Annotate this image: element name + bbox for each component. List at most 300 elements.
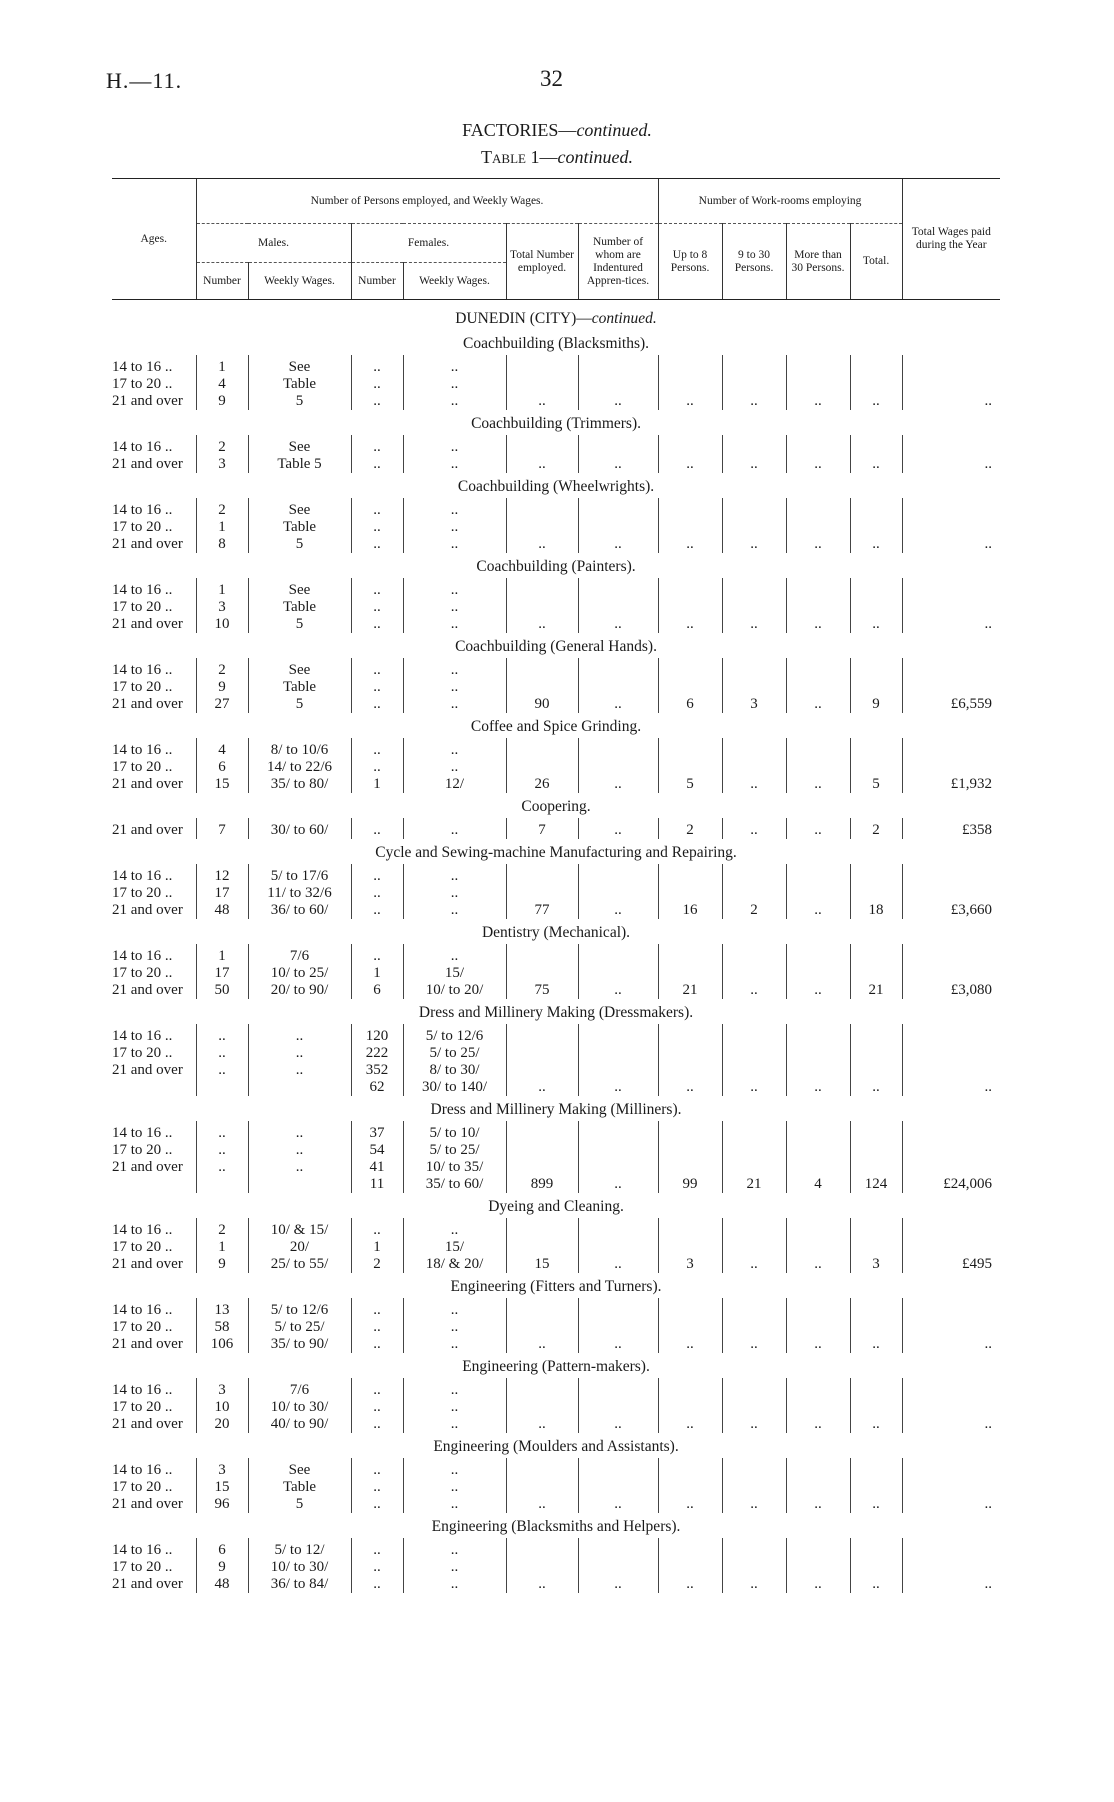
total-cell (850, 355, 902, 376)
females-number-cell: 11 (351, 1176, 403, 1193)
males-number-cell: 10 (196, 616, 248, 633)
total-employed-cell (506, 1121, 578, 1142)
females-wages-cell: .. (403, 393, 506, 410)
total-employed-cell: .. (506, 1416, 578, 1433)
total-wages-cell: .. (902, 456, 1000, 473)
indentured-cell: .. (578, 616, 658, 633)
up-to-8-cell: .. (658, 456, 722, 473)
females-number-cell: .. (351, 355, 403, 376)
more-than-30-cell: .. (786, 1416, 850, 1433)
males-wages-cell: 10/ & 15/ (248, 1218, 351, 1239)
total-cell: .. (850, 1079, 902, 1096)
total-wages-cell: £358 (902, 818, 1000, 839)
females-wages-cell: 5/ to 25/ (403, 1142, 506, 1159)
females-wages-cell: .. (403, 1336, 506, 1353)
report-code: H.—11. (106, 68, 183, 93)
more-than-30-cell (786, 944, 850, 965)
col-total-employed: Total Number employed. (506, 224, 578, 300)
section-title: Coopering. (521, 798, 591, 815)
total-wages-cell (902, 885, 1000, 902)
section-heading (112, 919, 1000, 944)
more-than-30-cell: .. (786, 1079, 850, 1096)
col-ages: Ages. (112, 179, 196, 300)
more-than-30-cell (786, 1559, 850, 1576)
nine-to-30-cell: .. (722, 456, 786, 473)
total-cell (850, 759, 902, 776)
total-cell (850, 1559, 902, 1576)
section-title: Cycle and Sewing-machine Manufacturing and Repairing. (375, 844, 737, 861)
up-to-8-cell (658, 965, 722, 982)
total-cell (850, 1479, 902, 1496)
total-wages-cell (902, 355, 1000, 376)
nine-to-30-cell (722, 1045, 786, 1062)
col-females-wages: Weekly Wages. (403, 263, 506, 300)
females-wages-cell: .. (403, 1378, 506, 1399)
males-number-cell: 9 (196, 679, 248, 696)
males-wages-cell: 5/ to 12/6 (248, 1298, 351, 1319)
total-wages-cell (902, 1538, 1000, 1559)
up-to-8-cell (658, 1559, 722, 1576)
males-number-cell: 2 (196, 1218, 248, 1239)
up-to-8-cell: .. (658, 1079, 722, 1096)
section-title: Dentistry (Mechanical). (481, 924, 631, 941)
total-cell: .. (850, 393, 902, 410)
males-number-cell: 20 (196, 1416, 248, 1433)
females-wages-cell: .. (403, 864, 506, 885)
col-males-wages: Weekly Wages. (248, 263, 351, 300)
table-row (112, 864, 1000, 885)
nine-to-30-cell (722, 1024, 786, 1045)
males-wages-cell: See (248, 1458, 351, 1479)
indentured-cell (578, 1045, 658, 1062)
total-wages-cell (902, 1121, 1000, 1142)
up-to-8-cell (658, 1458, 722, 1479)
table-row (112, 1045, 1000, 1062)
total-employed-cell: 75 (506, 982, 578, 999)
males-number-cell: 4 (196, 376, 248, 393)
males-number-cell: 2 (196, 658, 248, 679)
males-wages-cell: Table 5 (248, 456, 351, 473)
total-wages-cell (902, 519, 1000, 536)
table-row (112, 1062, 1000, 1079)
more-than-30-cell: .. (786, 393, 850, 410)
total-wages-cell (902, 1319, 1000, 1336)
up-to-8-cell: 21 (658, 982, 722, 999)
more-than-30-cell (786, 519, 850, 536)
total-wages-cell: £3,080 (902, 982, 1000, 999)
males-wages-cell: 5/ to 17/6 (248, 864, 351, 885)
title-main-italic: continued. (576, 120, 652, 140)
total-employed-cell (506, 1559, 578, 1576)
nine-to-30-cell (722, 355, 786, 376)
males-number-cell: 1 (196, 944, 248, 965)
males-number-cell: 96 (196, 1496, 248, 1513)
table-row (112, 885, 1000, 902)
more-than-30-cell: .. (786, 696, 850, 713)
indentured-cell (578, 599, 658, 616)
up-to-8-cell (658, 1142, 722, 1159)
col-total-wages: Total Wages paid during the Year (902, 179, 1000, 300)
section-heading (112, 1096, 1000, 1121)
up-to-8-cell (658, 435, 722, 456)
males-number-cell: 3 (196, 1378, 248, 1399)
region-heading (112, 300, 1000, 331)
up-to-8-cell: .. (658, 536, 722, 553)
females-number-cell: 222 (351, 1045, 403, 1062)
page-number: 32 (540, 66, 563, 91)
indentured-cell (578, 578, 658, 599)
age-cell: 14 to 16 .. (112, 742, 173, 758)
females-number-cell: .. (351, 1399, 403, 1416)
total-cell (850, 864, 902, 885)
females-number-cell: .. (351, 578, 403, 599)
total-employed-cell: .. (506, 1496, 578, 1513)
indentured-cell (578, 519, 658, 536)
females-number-cell: 62 (351, 1079, 403, 1096)
nine-to-30-cell: .. (722, 818, 786, 839)
females-wages-cell: .. (403, 1496, 506, 1513)
table-row (112, 393, 1000, 410)
up-to-8-cell (658, 1218, 722, 1239)
total-wages-cell (902, 738, 1000, 759)
total-employed-cell (506, 435, 578, 456)
total-cell (850, 679, 902, 696)
total-employed-cell (506, 944, 578, 965)
indentured-cell: .. (578, 1256, 658, 1273)
nine-to-30-cell (722, 1298, 786, 1319)
nine-to-30-cell (722, 376, 786, 393)
total-cell (850, 1538, 902, 1559)
nine-to-30-cell (722, 1538, 786, 1559)
total-employed-cell (506, 864, 578, 885)
males-wages-cell: 35/ to 90/ (248, 1336, 351, 1353)
indentured-cell (578, 355, 658, 376)
females-wages-cell: .. (403, 616, 506, 633)
total-cell (850, 885, 902, 902)
age-cell: 14 to 16 .. (112, 1028, 173, 1044)
females-number-cell: 1 (351, 776, 403, 793)
total-wages-cell (902, 944, 1000, 965)
table-row (112, 1336, 1000, 1353)
table-row (112, 1559, 1000, 1576)
total-employed-cell: .. (506, 616, 578, 633)
title-main: FACTORIES— (462, 120, 577, 140)
section-title: Engineering (Pattern-makers). (462, 1358, 650, 1375)
nine-to-30-cell (722, 1159, 786, 1176)
females-wages-cell: .. (403, 578, 506, 599)
total-employed-cell (506, 519, 578, 536)
males-wages-cell (248, 1176, 351, 1193)
table-row (112, 1239, 1000, 1256)
total-wages-cell: .. (902, 1079, 1000, 1096)
males-number-cell: 17 (196, 885, 248, 902)
table-row (112, 1458, 1000, 1479)
total-cell (850, 376, 902, 393)
age-cell: 17 to 20 .. (112, 1399, 173, 1415)
more-than-30-cell (786, 376, 850, 393)
nine-to-30-cell (722, 738, 786, 759)
nine-to-30-cell (722, 498, 786, 519)
total-cell: .. (850, 456, 902, 473)
nine-to-30-cell (722, 519, 786, 536)
total-cell (850, 1378, 902, 1399)
nine-to-30-cell (722, 1062, 786, 1079)
nine-to-30-cell: 21 (722, 1176, 786, 1193)
age-cell: 21 and over (112, 1336, 183, 1352)
indentured-cell: .. (578, 393, 658, 410)
more-than-30-cell (786, 1142, 850, 1159)
nine-to-30-cell: .. (722, 982, 786, 999)
up-to-8-cell: .. (658, 1416, 722, 1433)
table-row (112, 982, 1000, 999)
total-wages-cell (902, 759, 1000, 776)
age-cell: 17 to 20 .. (112, 1319, 173, 1335)
nine-to-30-cell: .. (722, 776, 786, 793)
up-to-8-cell (658, 519, 722, 536)
nine-to-30-cell (722, 1239, 786, 1256)
col-persons-group: Number of Persons employed, and Weekly Wages. (196, 179, 658, 224)
total-employed-cell: 90 (506, 696, 578, 713)
age-cell: 17 to 20 .. (112, 1142, 173, 1158)
table-title (0, 147, 1114, 168)
females-number-cell: 54 (351, 1142, 403, 1159)
total-wages-cell: £3,660 (902, 902, 1000, 919)
males-number-cell: 3 (196, 456, 248, 473)
total-wages-cell (902, 1045, 1000, 1062)
males-wages-cell: .. (248, 1024, 351, 1045)
table-row (112, 1576, 1000, 1593)
females-number-cell: .. (351, 1559, 403, 1576)
males-number-cell: .. (196, 1159, 248, 1176)
females-wages-cell: .. (403, 599, 506, 616)
total-employed-cell (506, 885, 578, 902)
total-employed-cell: .. (506, 393, 578, 410)
total-employed-cell (506, 1218, 578, 1239)
males-number-cell: 10 (196, 1399, 248, 1416)
females-number-cell: .. (351, 902, 403, 919)
more-than-30-cell (786, 1218, 850, 1239)
table-row (112, 536, 1000, 553)
females-wages-cell: .. (403, 376, 506, 393)
total-cell (850, 1399, 902, 1416)
females-wages-cell: .. (403, 435, 506, 456)
up-to-8-cell: .. (658, 1336, 722, 1353)
indentured-cell (578, 885, 658, 902)
table-row (112, 696, 1000, 713)
total-cell: .. (850, 1416, 902, 1433)
females-number-cell: .. (351, 696, 403, 713)
more-than-30-cell (786, 1159, 850, 1176)
nine-to-30-cell (722, 1319, 786, 1336)
indentured-cell (578, 1218, 658, 1239)
females-number-cell: .. (351, 738, 403, 759)
nine-to-30-cell: 2 (722, 902, 786, 919)
females-wages-cell: 8/ to 30/ (403, 1062, 506, 1079)
males-wages-cell: .. (248, 1062, 351, 1079)
females-wages-cell: .. (403, 519, 506, 536)
total-wages-cell (902, 1559, 1000, 1576)
more-than-30-cell: .. (786, 982, 850, 999)
indentured-cell (578, 965, 658, 982)
indentured-cell (578, 738, 658, 759)
indentured-cell (578, 1559, 658, 1576)
indentured-cell: .. (578, 1576, 658, 1593)
total-employed-cell: 15 (506, 1256, 578, 1273)
females-wages-cell: .. (403, 1559, 506, 1576)
total-cell (850, 965, 902, 982)
col-females: Females. (351, 224, 506, 263)
more-than-30-cell: .. (786, 616, 850, 633)
females-wages-cell: 5/ to 25/ (403, 1045, 506, 1062)
nine-to-30-cell: .. (722, 616, 786, 633)
total-cell (850, 1319, 902, 1336)
total-wages-cell (902, 1142, 1000, 1159)
up-to-8-cell (658, 658, 722, 679)
more-than-30-cell (786, 1121, 850, 1142)
total-employed-cell (506, 1298, 578, 1319)
females-wages-cell: .. (403, 1416, 506, 1433)
females-number-cell: 41 (351, 1159, 403, 1176)
total-employed-cell (506, 578, 578, 599)
more-than-30-cell: .. (786, 902, 850, 919)
total-wages-cell (902, 599, 1000, 616)
age-cell: 14 to 16 .. (112, 948, 173, 964)
age-cell: 14 to 16 .. (112, 582, 173, 598)
age-cell: 14 to 16 .. (112, 502, 173, 518)
age-cell: 21 and over (112, 1256, 183, 1272)
table-row (112, 1256, 1000, 1273)
total-employed-cell (506, 1159, 578, 1176)
table-row (112, 599, 1000, 616)
more-than-30-cell (786, 1479, 850, 1496)
up-to-8-cell: 99 (658, 1176, 722, 1193)
females-wages-cell: .. (403, 1479, 506, 1496)
males-number-cell: .. (196, 1121, 248, 1142)
males-number-cell: 1 (196, 578, 248, 599)
total-cell: 5 (850, 776, 902, 793)
up-to-8-cell: .. (658, 1576, 722, 1593)
indentured-cell: .. (578, 1079, 658, 1096)
nine-to-30-cell: .. (722, 536, 786, 553)
nine-to-30-cell (722, 1479, 786, 1496)
males-wages-cell: 11/ to 32/6 (248, 885, 351, 902)
males-wages-cell: 10/ to 25/ (248, 965, 351, 982)
table-row (112, 1378, 1000, 1399)
females-wages-cell: .. (403, 536, 506, 553)
females-wages-cell: 30/ to 140/ (403, 1079, 506, 1096)
total-wages-cell: £24,006 (902, 1176, 1000, 1193)
section-title: Coachbuilding (Blacksmiths). (463, 335, 650, 352)
indentured-cell (578, 376, 658, 393)
total-employed-cell: 77 (506, 902, 578, 919)
total-wages-cell (902, 1024, 1000, 1045)
total-cell: .. (850, 1576, 902, 1593)
nine-to-30-cell (722, 1559, 786, 1576)
males-wages-cell: 20/ (248, 1239, 351, 1256)
nine-to-30-cell (722, 1399, 786, 1416)
females-number-cell: .. (351, 1336, 403, 1353)
males-number-cell: .. (196, 1024, 248, 1045)
table-row (112, 1538, 1000, 1559)
males-wages-cell: 5/ to 12/ (248, 1538, 351, 1559)
females-number-cell: .. (351, 519, 403, 536)
total-employed-cell (506, 1142, 578, 1159)
page-title (0, 120, 1114, 141)
total-wages-cell: .. (902, 393, 1000, 410)
males-number-cell: 7 (196, 818, 248, 839)
table-row (112, 1159, 1000, 1176)
age-cell: 17 to 20 .. (112, 599, 173, 615)
males-number-cell: 8 (196, 536, 248, 553)
more-than-30-cell (786, 885, 850, 902)
total-wages-cell (902, 498, 1000, 519)
age-cell: 21 and over (112, 1159, 183, 1175)
females-number-cell: .. (351, 864, 403, 885)
females-wages-cell: 35/ to 60/ (403, 1176, 506, 1193)
males-wages-cell: 5 (248, 1496, 351, 1513)
females-wages-cell: .. (403, 1298, 506, 1319)
section-title: Coachbuilding (Trimmers). (471, 415, 641, 432)
total-cell (850, 519, 902, 536)
males-number-cell: 17 (196, 965, 248, 982)
total-cell: 124 (850, 1176, 902, 1193)
total-employed-cell (506, 376, 578, 393)
total-wages-cell: .. (902, 1416, 1000, 1433)
total-employed-cell (506, 1024, 578, 1045)
total-cell (850, 1298, 902, 1319)
total-employed-cell: 899 (506, 1176, 578, 1193)
age-cell: 17 to 20 .. (112, 376, 173, 392)
males-number-cell: .. (196, 1142, 248, 1159)
more-than-30-cell: .. (786, 818, 850, 839)
section-heading (112, 1353, 1000, 1378)
total-employed-cell (506, 1062, 578, 1079)
total-cell (850, 578, 902, 599)
table-row (112, 658, 1000, 679)
males-wages-cell: 30/ to 60/ (248, 818, 351, 839)
table-row (112, 435, 1000, 456)
total-cell (850, 599, 902, 616)
total-wages-cell (902, 658, 1000, 679)
section-heading (112, 473, 1000, 498)
age-cell: 21 and over (112, 456, 183, 472)
table-body (112, 300, 1000, 1594)
up-to-8-cell (658, 1062, 722, 1079)
total-wages-cell (902, 1159, 1000, 1176)
total-employed-cell (506, 679, 578, 696)
males-number-cell: 3 (196, 1458, 248, 1479)
females-wages-cell: 10/ to 20/ (403, 982, 506, 999)
section-title: Engineering (Blacksmiths and Helpers). (431, 1518, 681, 1535)
section-title: Dyeing and Cleaning. (488, 1198, 624, 1215)
males-number-cell: 6 (196, 1538, 248, 1559)
nine-to-30-cell: .. (722, 1079, 786, 1096)
males-number-cell: 58 (196, 1319, 248, 1336)
females-wages-cell: .. (403, 1458, 506, 1479)
males-wages-cell (248, 1079, 351, 1096)
total-employed-cell (506, 599, 578, 616)
females-number-cell: .. (351, 1416, 403, 1433)
indentured-cell (578, 1121, 658, 1142)
females-wages-cell: .. (403, 355, 506, 376)
age-cell (112, 1079, 196, 1096)
total-employed-cell: 7 (506, 818, 578, 839)
nine-to-30-cell (722, 1218, 786, 1239)
indentured-cell (578, 759, 658, 776)
males-number-cell: 1 (196, 519, 248, 536)
indentured-cell: .. (578, 1496, 658, 1513)
indentured-cell (578, 1159, 658, 1176)
